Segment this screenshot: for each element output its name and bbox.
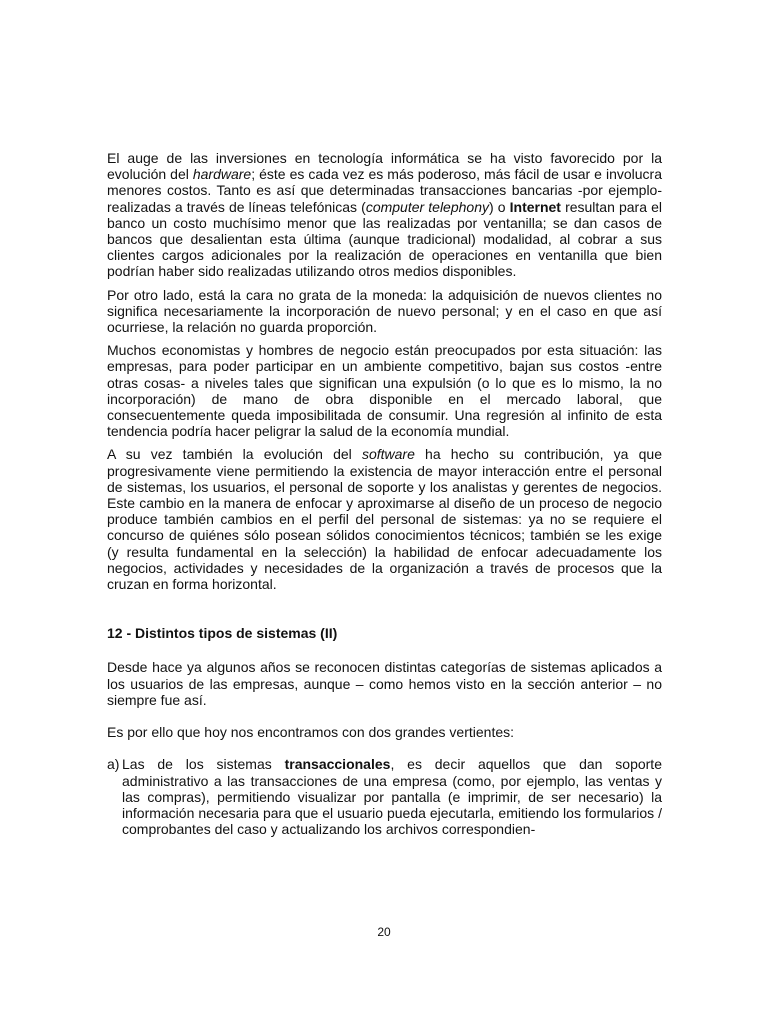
paragraph-text: ha hecho su contribución, ya que progresivamente viene permitiendo la existencia de mayor interacción entre el personal de sistemas, los usuarios, el personal de soporte y los analistas y gerentes de negocios. Este cambio en la manera de enfocar y aproximarse al diseño de un proceso de negocio produce también cambios en el perfil del personal de sistemas: ya no se requiere el concurso de quiénes sólo posean sólidos conocimientos técnicos; también se les exige (y resulta fundamental en la selección) la habilidad de enfocar adecuadamente los negocios, actividades y necesidades de la organización a través de procesos que la cruzan en forma horizontal. (107, 446, 662, 593)
paragraph-text: El auge de las inversiones en tecnología informática se ha visto favorecido por la evolución del (107, 150, 662, 183)
paragraph-text: ) o (488, 198, 510, 215)
term-transaccionales: transaccionales (284, 756, 391, 773)
term-computer-telephony: computer telephony (365, 198, 489, 215)
section-heading: 12 - Distintos tipos de sistemas (II) (107, 625, 338, 642)
term-internet: Internet (509, 198, 561, 215)
term-hardware: hardware (192, 166, 252, 183)
document-page (107, 150, 662, 837)
list-item-transactional (107, 756, 662, 837)
paragraph-software-evolution (107, 446, 662, 592)
page-number: 20 (377, 925, 391, 939)
paragraph-other-side: Por otro lado, está la cara no grata de la moneda: la adquisición de nuevos clientes no significa necesariamente la incorporación de nuevo personal; y en el caso en que así ocurriese, la relación no guarda proporción. (107, 286, 662, 336)
paragraph-text: A su vez también la evolución del (107, 446, 362, 463)
paragraph-text: ; éste es cada vez es más poderoso, más fácil de usar e involucra menores costos. Tanto es así que determinadas transacciones bancarias -por ejemplo- realizadas a través de líneas telefónicas ( (107, 166, 662, 215)
paragraph-hardware-evolution (107, 150, 662, 280)
paragraph-text: resultan para el banco un costo muchísimo menor que las realizadas por ventanilla; se dan casos de bancos que desalientan esta última (aunque tradicional) modalidad, al cobrar a sus clientes cargos adicionales por la realización de operaciones en ventanilla que bien podrían haber sido realizadas utilizando otros medios disponibles. (107, 198, 662, 280)
list-text: , es decir aquellos que dan soporte administrativo a las transacciones de una empresa (como, por ejemplo, las ventas y las compras), permitiendo visualizar por pantalla (e imprimir, de ser necesario) la información necesaria para que el usuario pueda ejecutarla, emitiendo los formularios / comprobantes del caso y actualizando los archivos correspondien- (122, 756, 662, 838)
paragraph-categories: Desde hace ya algunos años se reconocen distintas categorías de sistemas aplicados a los usuarios de las empresas, aunque – como hemos visto en la sección anterior – no siempre fue así. (107, 659, 662, 708)
list-text: Las de los sistemas (122, 756, 285, 773)
list-marker: a) (107, 756, 120, 773)
term-software: software (361, 446, 415, 463)
paragraph-two-branches: Es por ello que hoy nos encontramos con dos grandes vertientes: (107, 724, 515, 741)
paragraph-economists: Muchos economistas y hombres de negocio están preocupados por esta situación: las empresas, para poder participar en un ambiente competitivo, bajan sus costos -entre otras cosas- a niveles tales que significan una expulsión (o lo que es lo mismo, la no incorporación) de mano de obra disponible en el mercado laboral, que consecuentemente queda imposibilitada de consumir. Una regresión al infinito de esta tendencia podría hacer peligrar la salud de la economía mundial. (107, 342, 662, 440)
